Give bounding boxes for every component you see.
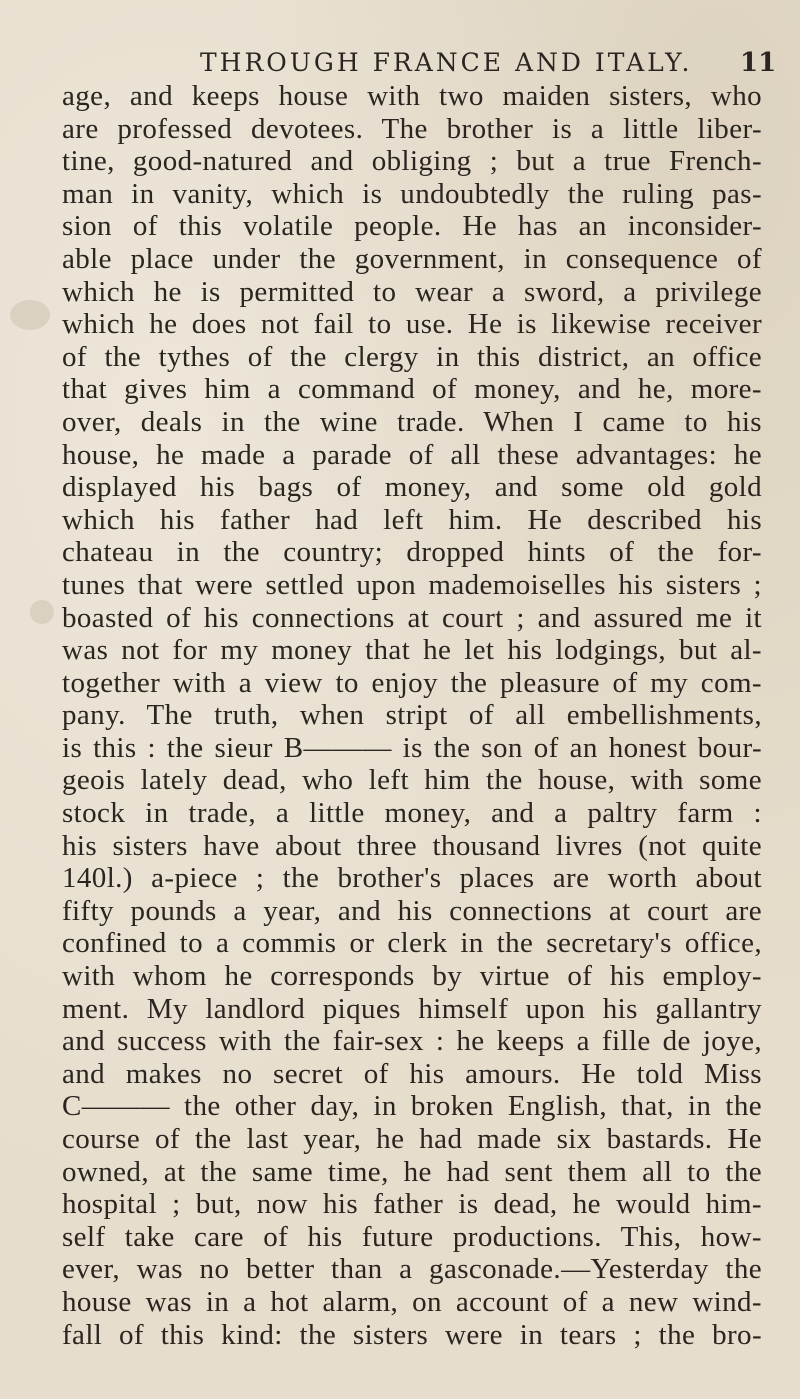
text-line: that gives him a command of money, and he, more- — [62, 373, 762, 406]
text-line: age, and keeps house with two maiden sisters, who — [62, 80, 762, 112]
text-line: house was in a hot alarm, on account of a new wind- — [62, 1285, 762, 1318]
text-line: man in vanity, which is undoubtedly the ruling pas- — [62, 177, 762, 210]
page-number: 11 — [740, 48, 777, 78]
text-line: stock in trade, a little money, and a paltry farm : — [62, 797, 762, 830]
text-line: ever, was no better than a gasconade.—Yesterday the — [62, 1253, 762, 1286]
text-line: over, deals in the wine trade. When I came to his — [62, 405, 762, 438]
paper-stain — [30, 600, 54, 624]
text-line: and success with the fair-sex : he keeps a fille de joye, — [62, 1025, 762, 1058]
text-line: geois lately dead, who left him the house, with some — [62, 764, 762, 797]
text-line: sion of this volatile people. He has an inconsider- — [62, 210, 762, 243]
text-line: displayed his bags of money, and some old gold — [62, 471, 762, 504]
text-line: boasted of his connections at court ; and assured me it — [62, 601, 762, 634]
body-text — [62, 80, 762, 1351]
text-line: self take care of his future productions. This, how- — [62, 1220, 762, 1253]
text-line: C——— the other day, in broken English, that, in the — [62, 1090, 762, 1123]
text-line: able place under the government, in consequence of — [62, 242, 762, 275]
text-line: hospital ; but, now his father is dead, he would him- — [62, 1188, 762, 1221]
text-line: together with a view to enjoy the pleasure of my com- — [62, 666, 762, 699]
text-line: and makes no secret of his amours. He told Miss — [62, 1057, 762, 1090]
text-line: was not for my money that he let his lodgings, but al- — [62, 634, 762, 667]
text-line: ment. My landlord piques himself upon his gallantry — [62, 992, 762, 1025]
text-line: confined to a commis or clerk in the secretary's office, — [62, 927, 762, 960]
text-line: chateau in the country; dropped hints of the for- — [62, 536, 762, 569]
page-header — [0, 48, 800, 84]
text-line: tunes that were settled upon mademoiselles his sisters ; — [62, 568, 762, 601]
text-line: fall of this kind: the sisters were in tears ; the bro- — [62, 1318, 762, 1351]
text-line: is this : the sieur B——— is the son of an honest bour- — [62, 731, 762, 764]
paper-stain — [10, 300, 50, 330]
text-line: with whom he corresponds by virtue of his employ- — [62, 960, 762, 993]
text-line: tine, good-natured and obliging ; but a true French- — [62, 145, 762, 178]
running-head: THROUGH FRANCE AND ITALY. — [200, 48, 693, 77]
text-line: which his father had left him. He described his — [62, 503, 762, 536]
text-line: of the tythes of the clergy in this district, an office — [62, 340, 762, 373]
text-line: fifty pounds a year, and his connections at court are — [62, 894, 762, 927]
text-line: which he is permitted to wear a sword, a privilege — [62, 275, 762, 308]
text-line: are professed devotees. The brother is a little liber- — [62, 112, 762, 145]
text-line: his sisters have about three thousand livres (not quite — [62, 829, 762, 862]
text-line: pany. The truth, when stript of all embellishments, — [62, 699, 762, 732]
text-line: owned, at the same time, he had sent them all to the — [62, 1155, 762, 1188]
text-line: course of the last year, he had made six bastards. He — [62, 1123, 762, 1155]
text-line: 140l.) a-piece ; the brother's places are worth about — [62, 862, 762, 895]
text-line: which he does not fail to use. He is likewise receiver — [62, 308, 762, 341]
text-line: house, he made a parade of all these advantages: he — [62, 438, 762, 471]
